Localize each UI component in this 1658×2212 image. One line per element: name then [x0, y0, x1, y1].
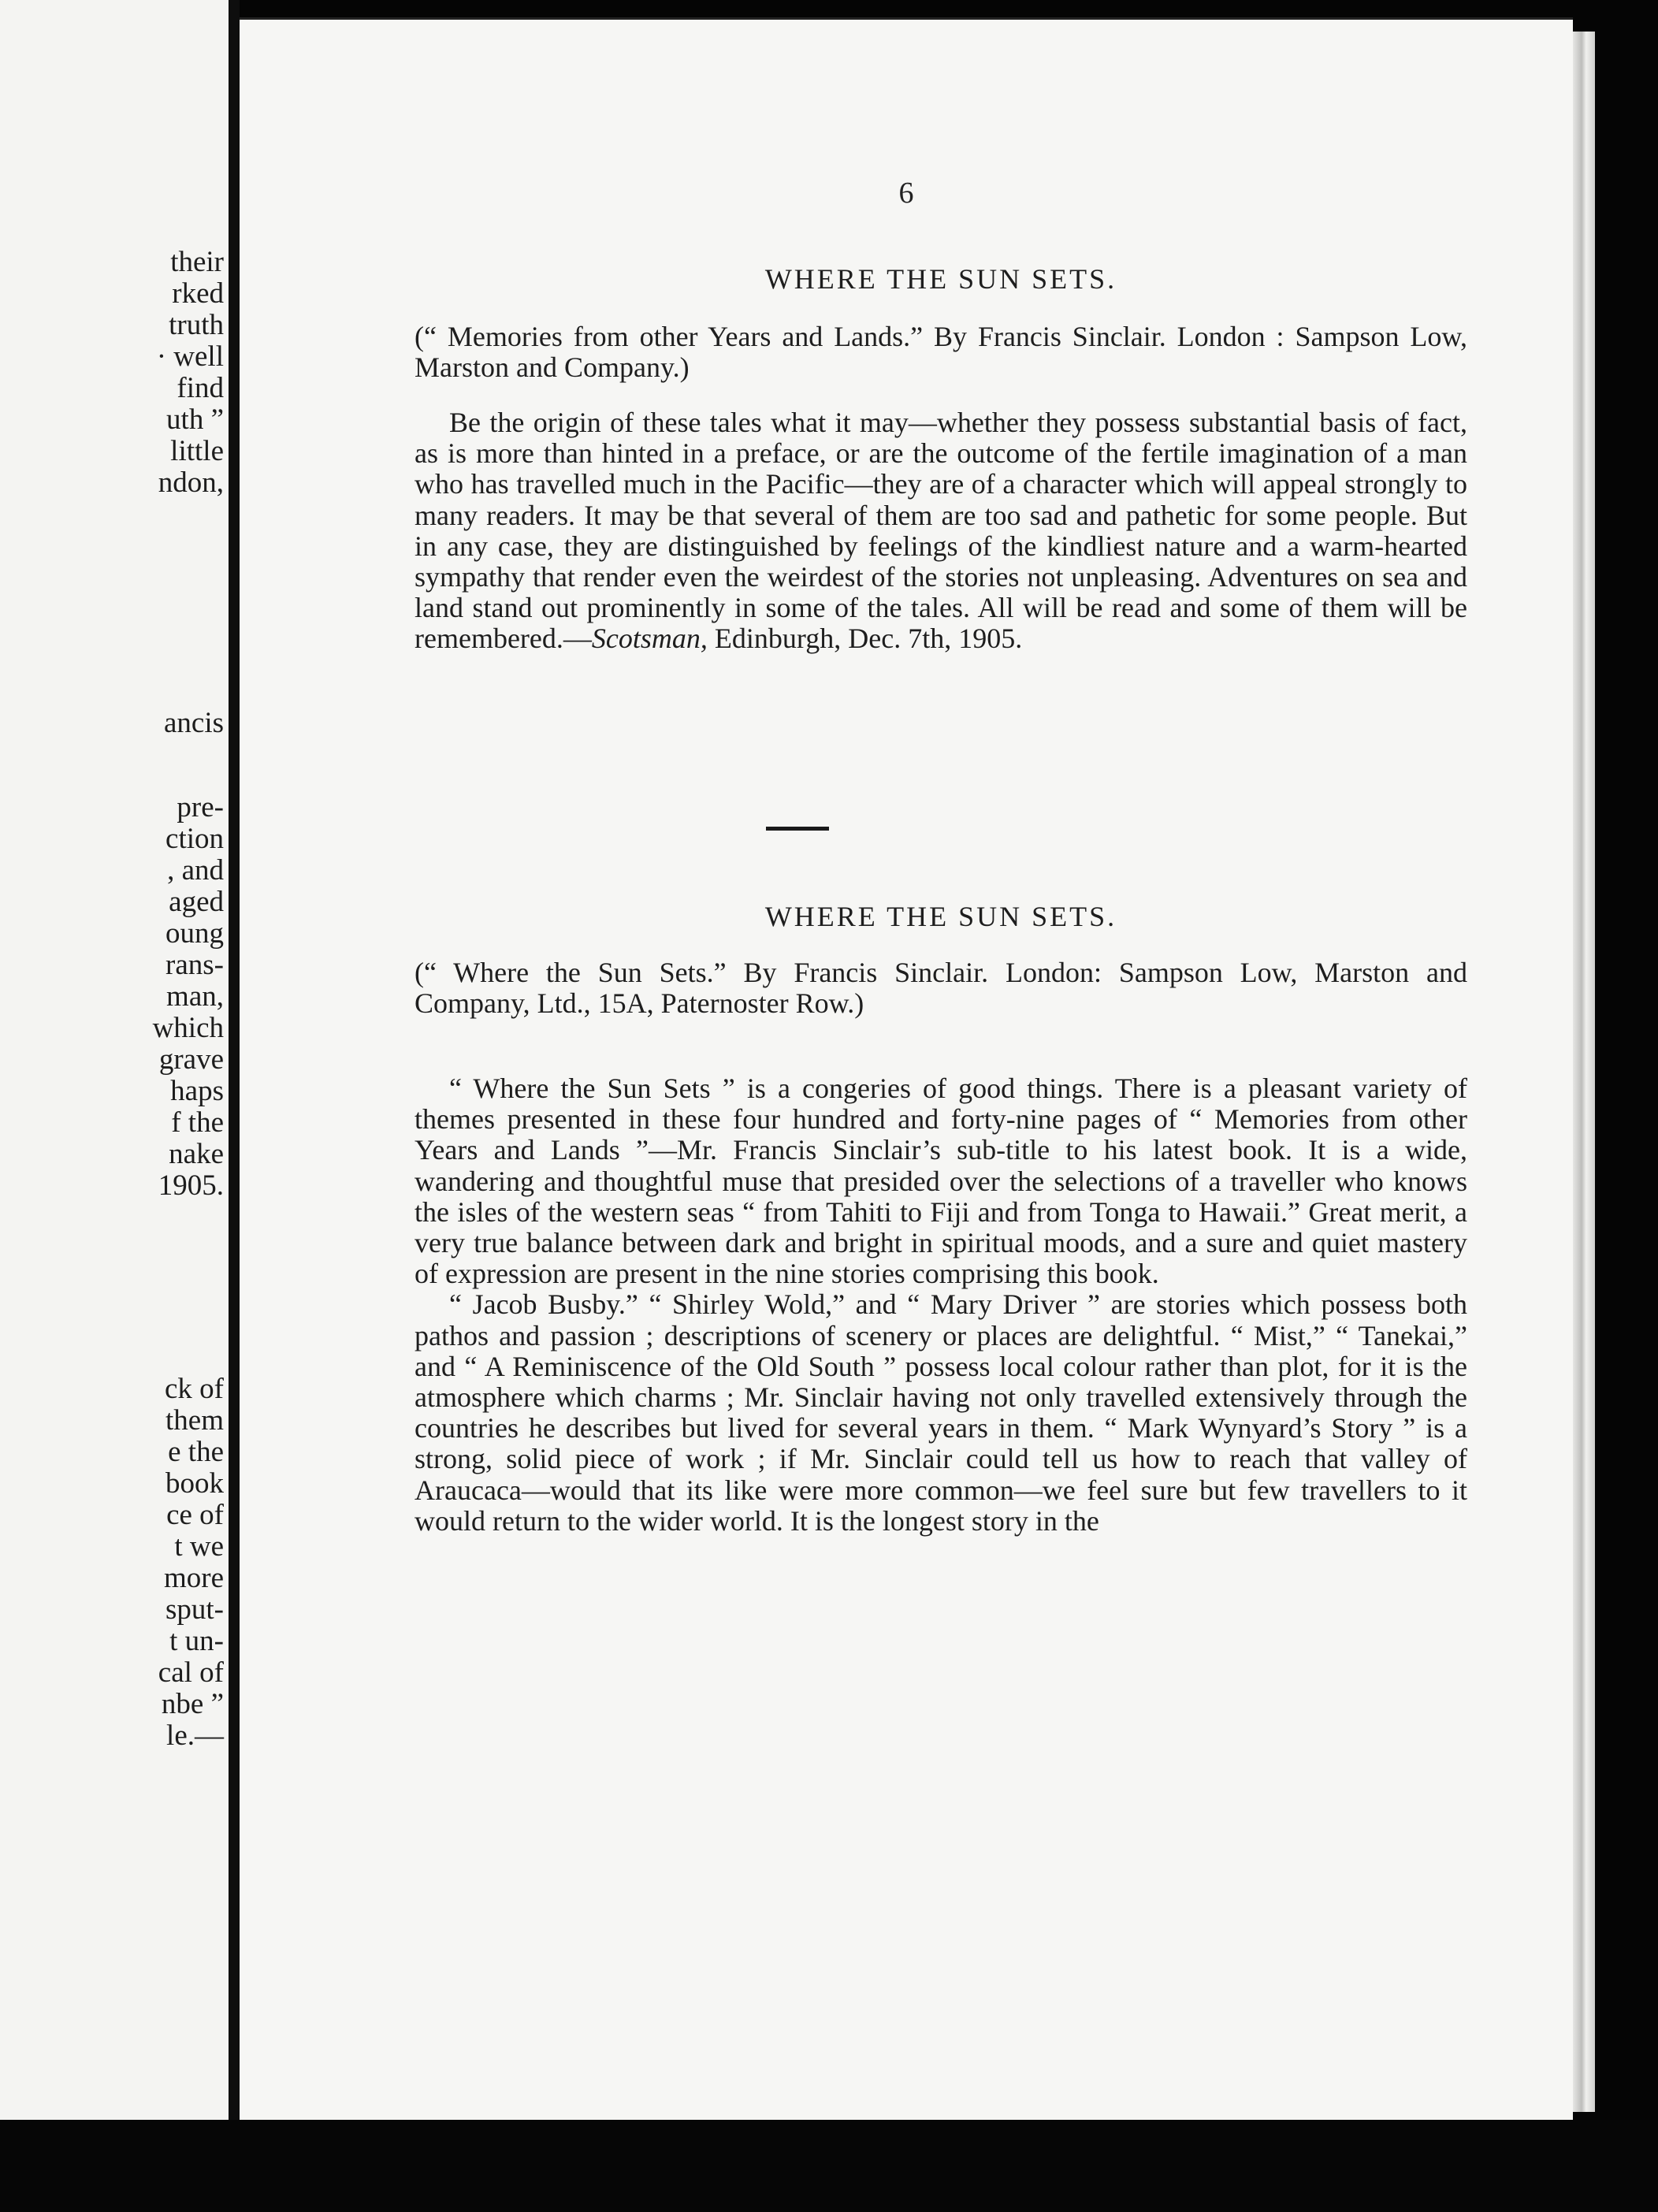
review-2-paragraph-2: “ Jacob Busby.” “ Shirley Wold,” and “ Mary Driver ” are stories which possess both pathos and passion ; descriptions of scenery or places are delightful. “ Mist,” “ Tanekai,” and “ A Reminiscence of the Old South ” possess local colour rather than plot, for it is the atmosphere which charms ; Mr. Sinclair having not only travelled extensively through the countries he describes but lived for several years in them. “ Mark Wynyard’s Story ” is a strong, solid piece of work ; if Mr. Sinclair could tell us how to reach that valley of Araucaca—would that its like were more common—we feel sure but few travellers to it would return to the wider world. It is the longest story in the: [414, 1288, 1467, 1537]
review-1-body: [414, 407, 1467, 655]
section-divider: [766, 827, 829, 831]
left-text-block-4: ck of them e the book ce of t we more sput- t un- cal of nbe ” le.—: [158, 1373, 224, 1752]
review-2-paragraph-1: “ Where the Sun Sets ” is a congeries of good things. There is a pleasant variety of themes presented in these four hundred and forty-nine pages of “ Memories from other Years and Lands ”—Mr. Francis Sinclair’s sub-title to his latest book. It is a wide, wandering and thoughtful muse that presided over the selections of a traveller who knows the isles of the western seas “ from Tahiti to Fiji and from Tonga to Hawaii.” Great merit, a very true balance between dark and bright in spiritual moods, and a sure and quiet mastery of expression are present in the nine stories comprising this book.: [414, 1073, 1467, 1290]
review-1: [414, 262, 1467, 296]
review-1-source-block: [414, 322, 1467, 383]
left-text-block-3: pre- ction , and aged oung rans- man, which grave haps f the nake 1905.: [152, 791, 224, 1202]
review-2-body-block: [414, 1073, 1467, 1537]
review-1-body-block: [414, 407, 1467, 655]
review-1-heading: WHERE THE SUN SETS.: [764, 263, 1117, 295]
gutter-shadow: [229, 0, 240, 2128]
scanner-bed-bottom: [0, 2120, 1658, 2212]
page-number: 6: [898, 177, 914, 210]
left-text-block-2: ancis: [163, 707, 224, 739]
previous-page-fragment: [0, 0, 229, 2128]
review-1-attribution: Scotsman,: [591, 623, 708, 655]
left-text-block-1: their rked truth · well find uth ” little ndon,: [156, 246, 224, 499]
page-edge-shadow: [1573, 32, 1595, 2112]
review-2-source: (“ Where the Sun Sets.” By Francis Sinclair. London: Sampson Low, Marston and Company, Ltd., 15A, Paternoster Row.): [414, 957, 1467, 1019]
review-1-date: Edinburgh, Dec. 7th, 1905.: [707, 623, 1023, 655]
review-2-source-block: [414, 957, 1467, 1019]
review-2: [414, 900, 1467, 933]
main-page: [240, 17, 1573, 2122]
review-2-heading: WHERE THE SUN SETS.: [764, 901, 1117, 932]
review-1-source: (“ Memories from other Years and Lands.” By Francis Sinclair. London : Sampson Low, Marston and Company.): [414, 321, 1467, 383]
review-1-body-text: Be the origin of these tales what it may—whether they possess substantial basis of fact, as is more than hinted in a preface, or are the outcome of the fertile imagination of a man who has travelled much in the Pacific—they are of a character which will appeal strongly to many readers. It may be that several of them are too sad and pathetic for some people. But in any case, they are distinguished by feelings of the kindliest nature and a warm-hearted sympathy that render even the weirdest of the stories not unpleasing. Adventures on sea and land stand out prominently in some of the tales. All will be read and some of them will be remembered.—: [414, 407, 1467, 655]
